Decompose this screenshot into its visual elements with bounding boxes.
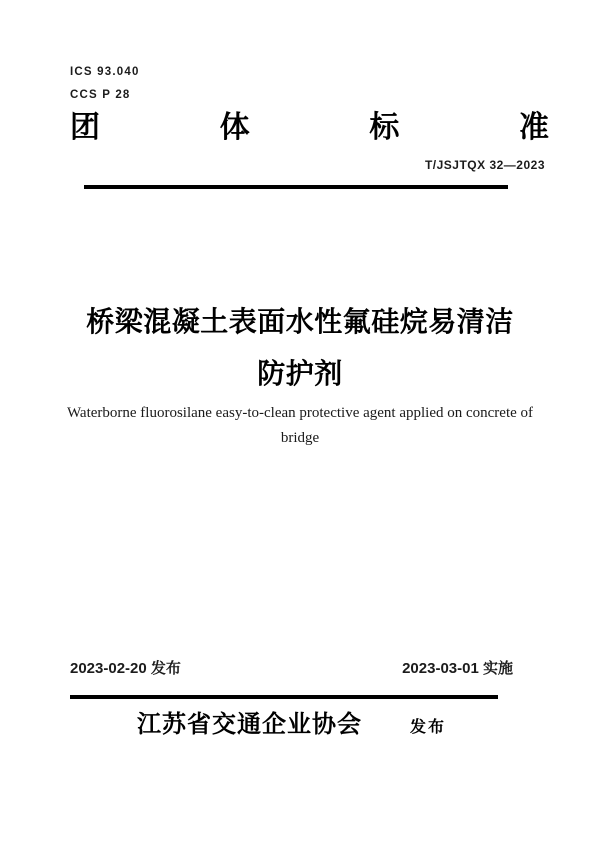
footer-rule — [70, 695, 498, 699]
publisher-name: 江苏省交通企业协会 — [136, 711, 362, 738]
standard-number: T/JSJTQX 32—2023 — [424, 158, 545, 172]
publisher-row — [70, 704, 513, 739]
ccs-code: CCS P 28 — [70, 89, 131, 101]
subtitle-line-2: bridge — [280, 430, 320, 446]
implementation-date: 2023-03-01 实施 — [402, 660, 513, 677]
document-title-line2: 防护剂 — [257, 358, 343, 389]
ics-code: ICS 93.040 — [70, 66, 140, 78]
heading-char-2: 体 — [219, 111, 250, 144]
heading-char-3: 标 — [369, 111, 400, 144]
dates-row — [70, 657, 513, 678]
subtitle-line-1: Waterborne fluorosilane easy-to-clean protective agent applied on concrete of — [66, 405, 534, 421]
publish-label: 发布 — [409, 719, 446, 736]
heading-char-4: 准 — [518, 111, 549, 144]
heading-char-1: 团 — [70, 111, 100, 144]
document-subtitle-english — [0, 401, 600, 451]
document-title-line1: 桥梁混凝土表面水性氟硅烷易清洁 — [86, 306, 514, 337]
standard-type-heading — [70, 111, 549, 144]
issue-date: 2023-02-20 发布 — [70, 660, 181, 677]
header-rule — [84, 185, 508, 189]
